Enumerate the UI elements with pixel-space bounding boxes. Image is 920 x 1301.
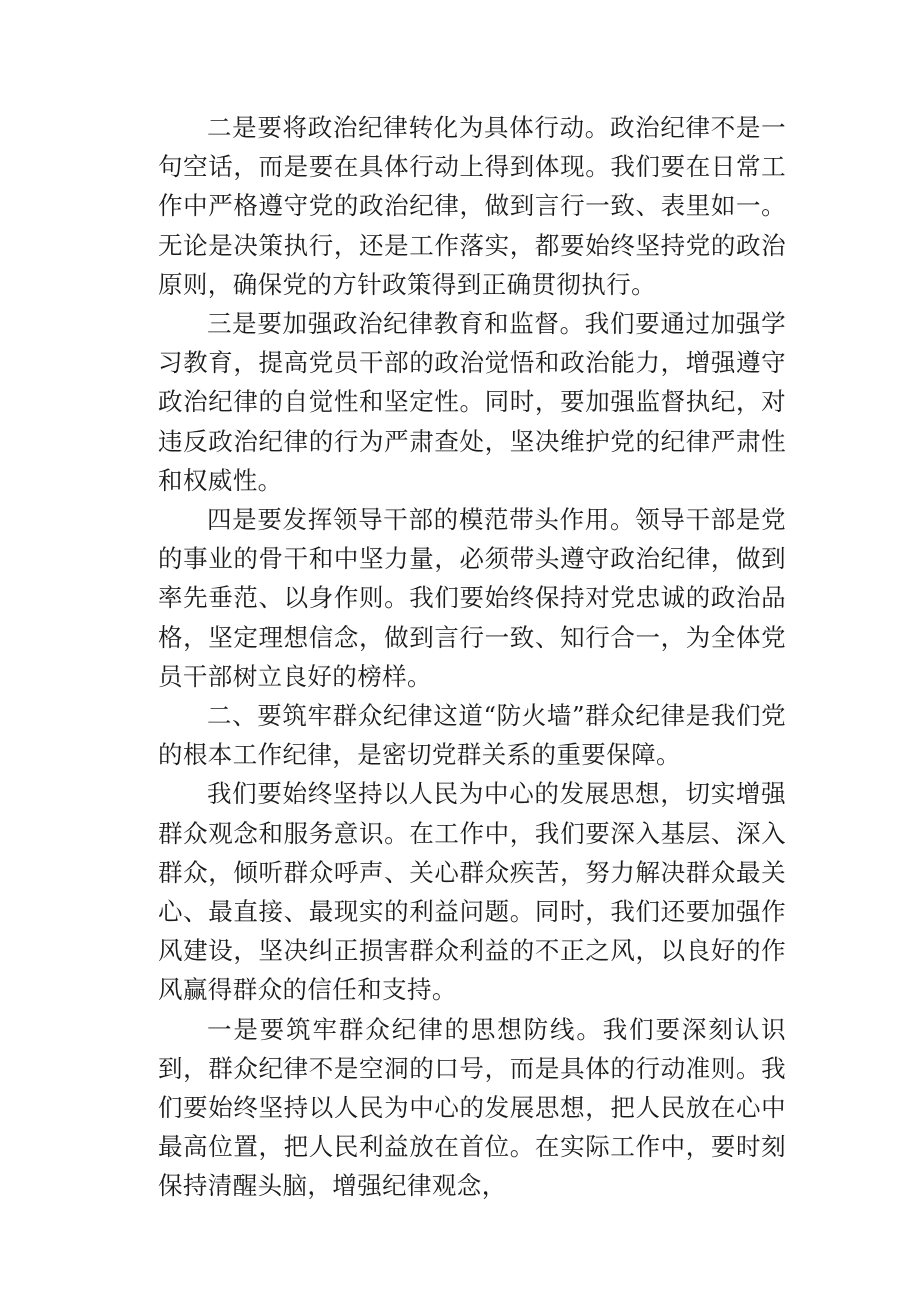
- paragraph-4: 二、要筑牢群众纪律这道“防火墙”群众纪律是我们党的根本工作纪律，是密切党群关系的重要保障。: [158, 701, 786, 770]
- paragraph-1: 二是要将政治纪律转化为具体行动。政治纪律不是一句空话，而是要在具体行动上得到体现。我们要在日常工作中严格遵守党的政治纪律，做到言行一致、表里如一。无论是决策执行，还是工作落实，都要始终坚持党的政治原则，确保党的方针政策得到正确贯彻执行。: [158, 113, 786, 299]
- paragraph-5: 我们要始终坚持以人民为中心的发展思想，切实增强群众观念和服务意识。在工作中，我们要深入基层、深入群众，倾听群众呼声、关心群众疾苦，努力解决群众最关心、最直接、最现实的利益问题。同时，我们还要加强作风建设，坚决纠正损害群众利益的不正之风，以良好的作风赢得群众的信任和支持。: [158, 779, 786, 1005]
- document-body: [158, 108, 786, 1206]
- paragraph-6: 一是要筑牢群众纪律的思想防线。我们要深刻认识到，群众纪律不是空洞的口号，而是具体的行动准则。我们要始终坚持以人民为中心的发展思想，把人民放在心中最高位置，把人民利益放在首位。在实际工作中，要时刻保持清醒头脑，增强纪律观念，: [158, 1014, 786, 1201]
- paragraph-3: 四是要发挥领导干部的模范带头作用。领导干部是党的事业的骨干和中坚力量，必须带头遵守政治纪律，做到率先垂范、以身作则。我们要始终保持对党忠诚的政治品格，坚定理想信念，做到言行一致、知行合一，为全体党员干部树立良好的榜样。: [158, 505, 786, 691]
- paragraph-2: 三是要加强政治纪律教育和监督。我们要通过加强学习教育，提高党员干部的政治觉悟和政治能力，增强遵守政治纪律的自觉性和坚定性。同时，要加强监督执纪，对违反政治纪律的行为严肃查处，坚决维护党的纪律严肃性和权威性。: [158, 309, 786, 495]
